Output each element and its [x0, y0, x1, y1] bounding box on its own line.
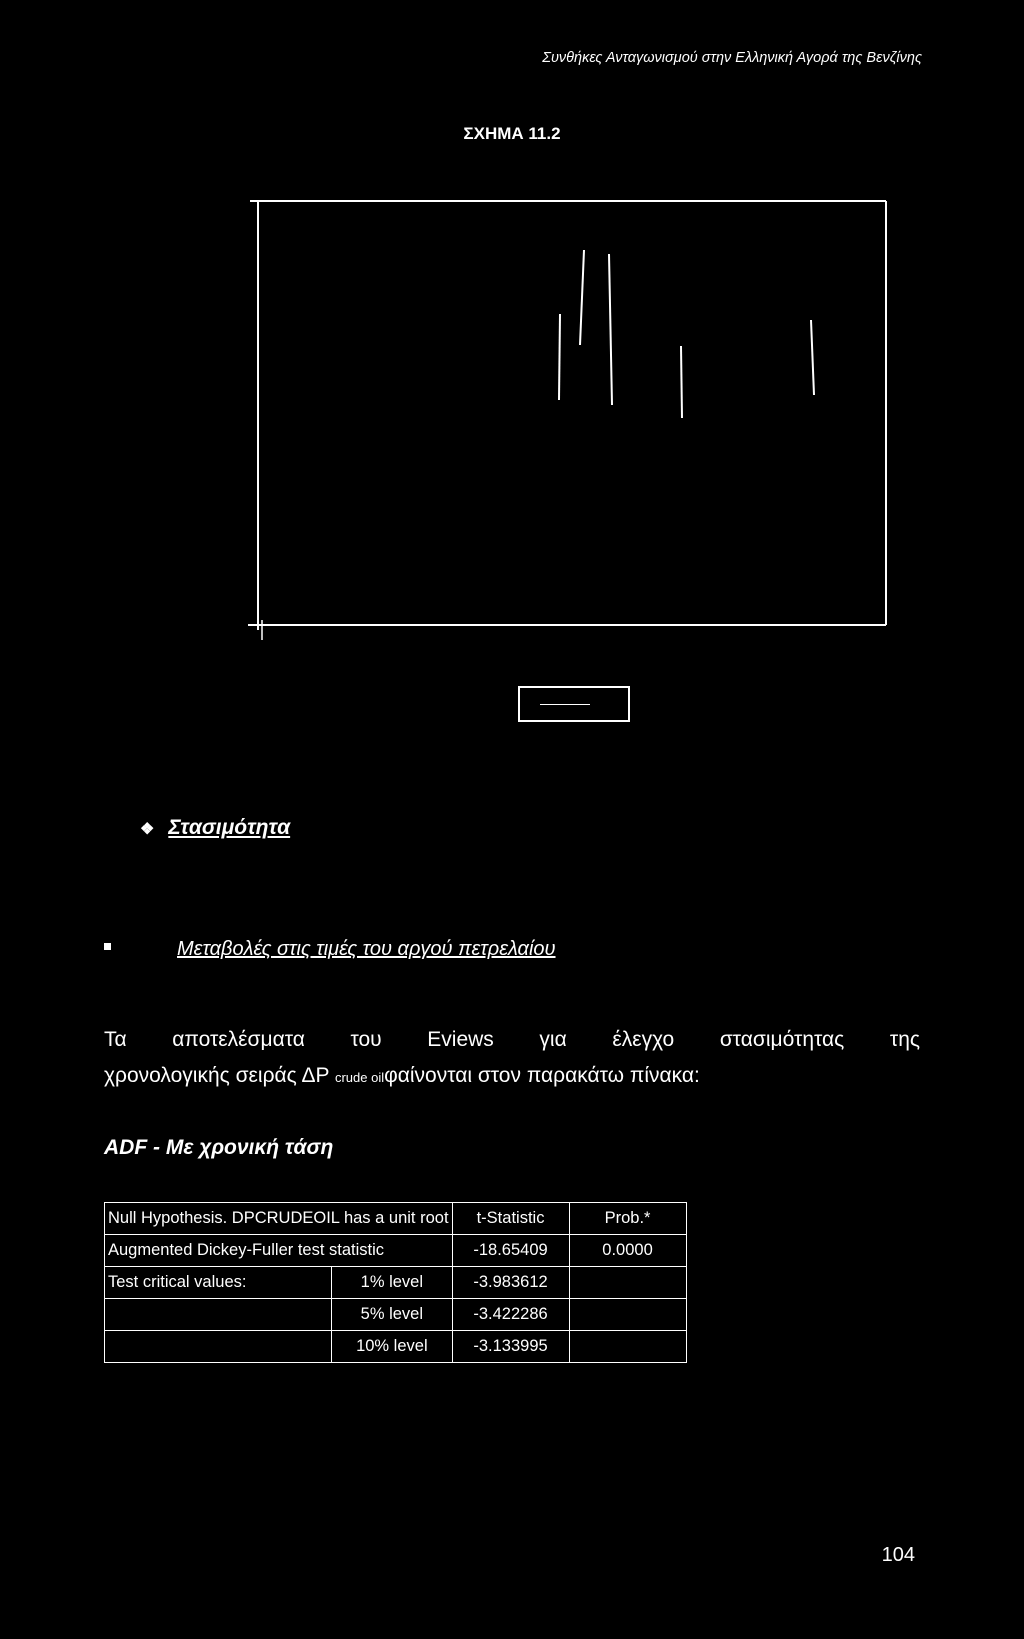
- table-cell: 5% level: [332, 1299, 452, 1331]
- paragraph-line-2-start: χρονολογικής σειράς ΔP: [104, 1064, 330, 1087]
- paragraph-line-2: [104, 1058, 920, 1096]
- table-cell: -18.65409: [452, 1235, 569, 1267]
- table-cell: [569, 1267, 686, 1299]
- adf-heading: ADF - Με χρονική τάση: [104, 1136, 334, 1159]
- sub-heading-text: Μεταβολές στις τιμές του αργού πετρελαίου: [177, 938, 556, 960]
- table-cell: 0.0000: [569, 1235, 686, 1267]
- table-cell: t-Statistic: [452, 1203, 569, 1235]
- legend-line-swatch: [540, 704, 590, 705]
- table-cell: -3.422286: [452, 1299, 569, 1331]
- table-cell: [105, 1331, 332, 1363]
- series-spike: [559, 314, 560, 400]
- table-row: [105, 1331, 687, 1363]
- table-cell: -3.133995: [452, 1331, 569, 1363]
- series-spike: [811, 320, 814, 395]
- table-cell: Augmented Dickey-Fuller test statistic: [105, 1235, 453, 1267]
- legend: [518, 686, 630, 722]
- table-cell: [569, 1299, 686, 1331]
- adf-results-table: [104, 1202, 687, 1363]
- table-row: [105, 1235, 687, 1267]
- table-cell: [105, 1299, 332, 1331]
- table-cell: Test critical values:: [105, 1267, 332, 1299]
- table-row: [105, 1299, 687, 1331]
- figure-title: ΣΧΗΜΑ 11.2: [463, 124, 561, 143]
- figure-plot: [0, 0, 1024, 660]
- diamond-bullet-icon: ❖: [140, 821, 155, 838]
- series-spike: [609, 254, 612, 405]
- section-heading-text: Στασιμότητα: [168, 816, 291, 839]
- table-cell: Null Hypothesis. DPCRUDEOIL has a unit root: [105, 1203, 453, 1235]
- series-spike: [681, 346, 682, 418]
- sub-heading: [104, 938, 556, 961]
- table-row: [105, 1267, 687, 1299]
- table-cell: 1% level: [332, 1267, 452, 1299]
- table-cell: 10% level: [332, 1331, 452, 1363]
- page-number: 104: [881, 1544, 915, 1566]
- paragraph-line-1: Τα αποτελέσματα του Eviews για έλεγχο στασιμότητας της: [104, 1028, 920, 1051]
- square-bullet-icon: [104, 943, 111, 950]
- paragraph-line-2-end: φαίνονται στον παρακάτω πίνακα:: [384, 1064, 700, 1087]
- table-row: [105, 1203, 687, 1235]
- section-heading: [140, 816, 290, 840]
- series-spike: [580, 250, 584, 345]
- running-header: Συνθήκες Ανταγωνισμού στην Ελληνική Αγορά της Βενζίνης: [542, 50, 922, 66]
- table-cell: Prob.*: [569, 1203, 686, 1235]
- paragraph-subscript: crude oil: [334, 1070, 385, 1085]
- table-cell: [569, 1331, 686, 1363]
- table-cell: -3.983612: [452, 1267, 569, 1299]
